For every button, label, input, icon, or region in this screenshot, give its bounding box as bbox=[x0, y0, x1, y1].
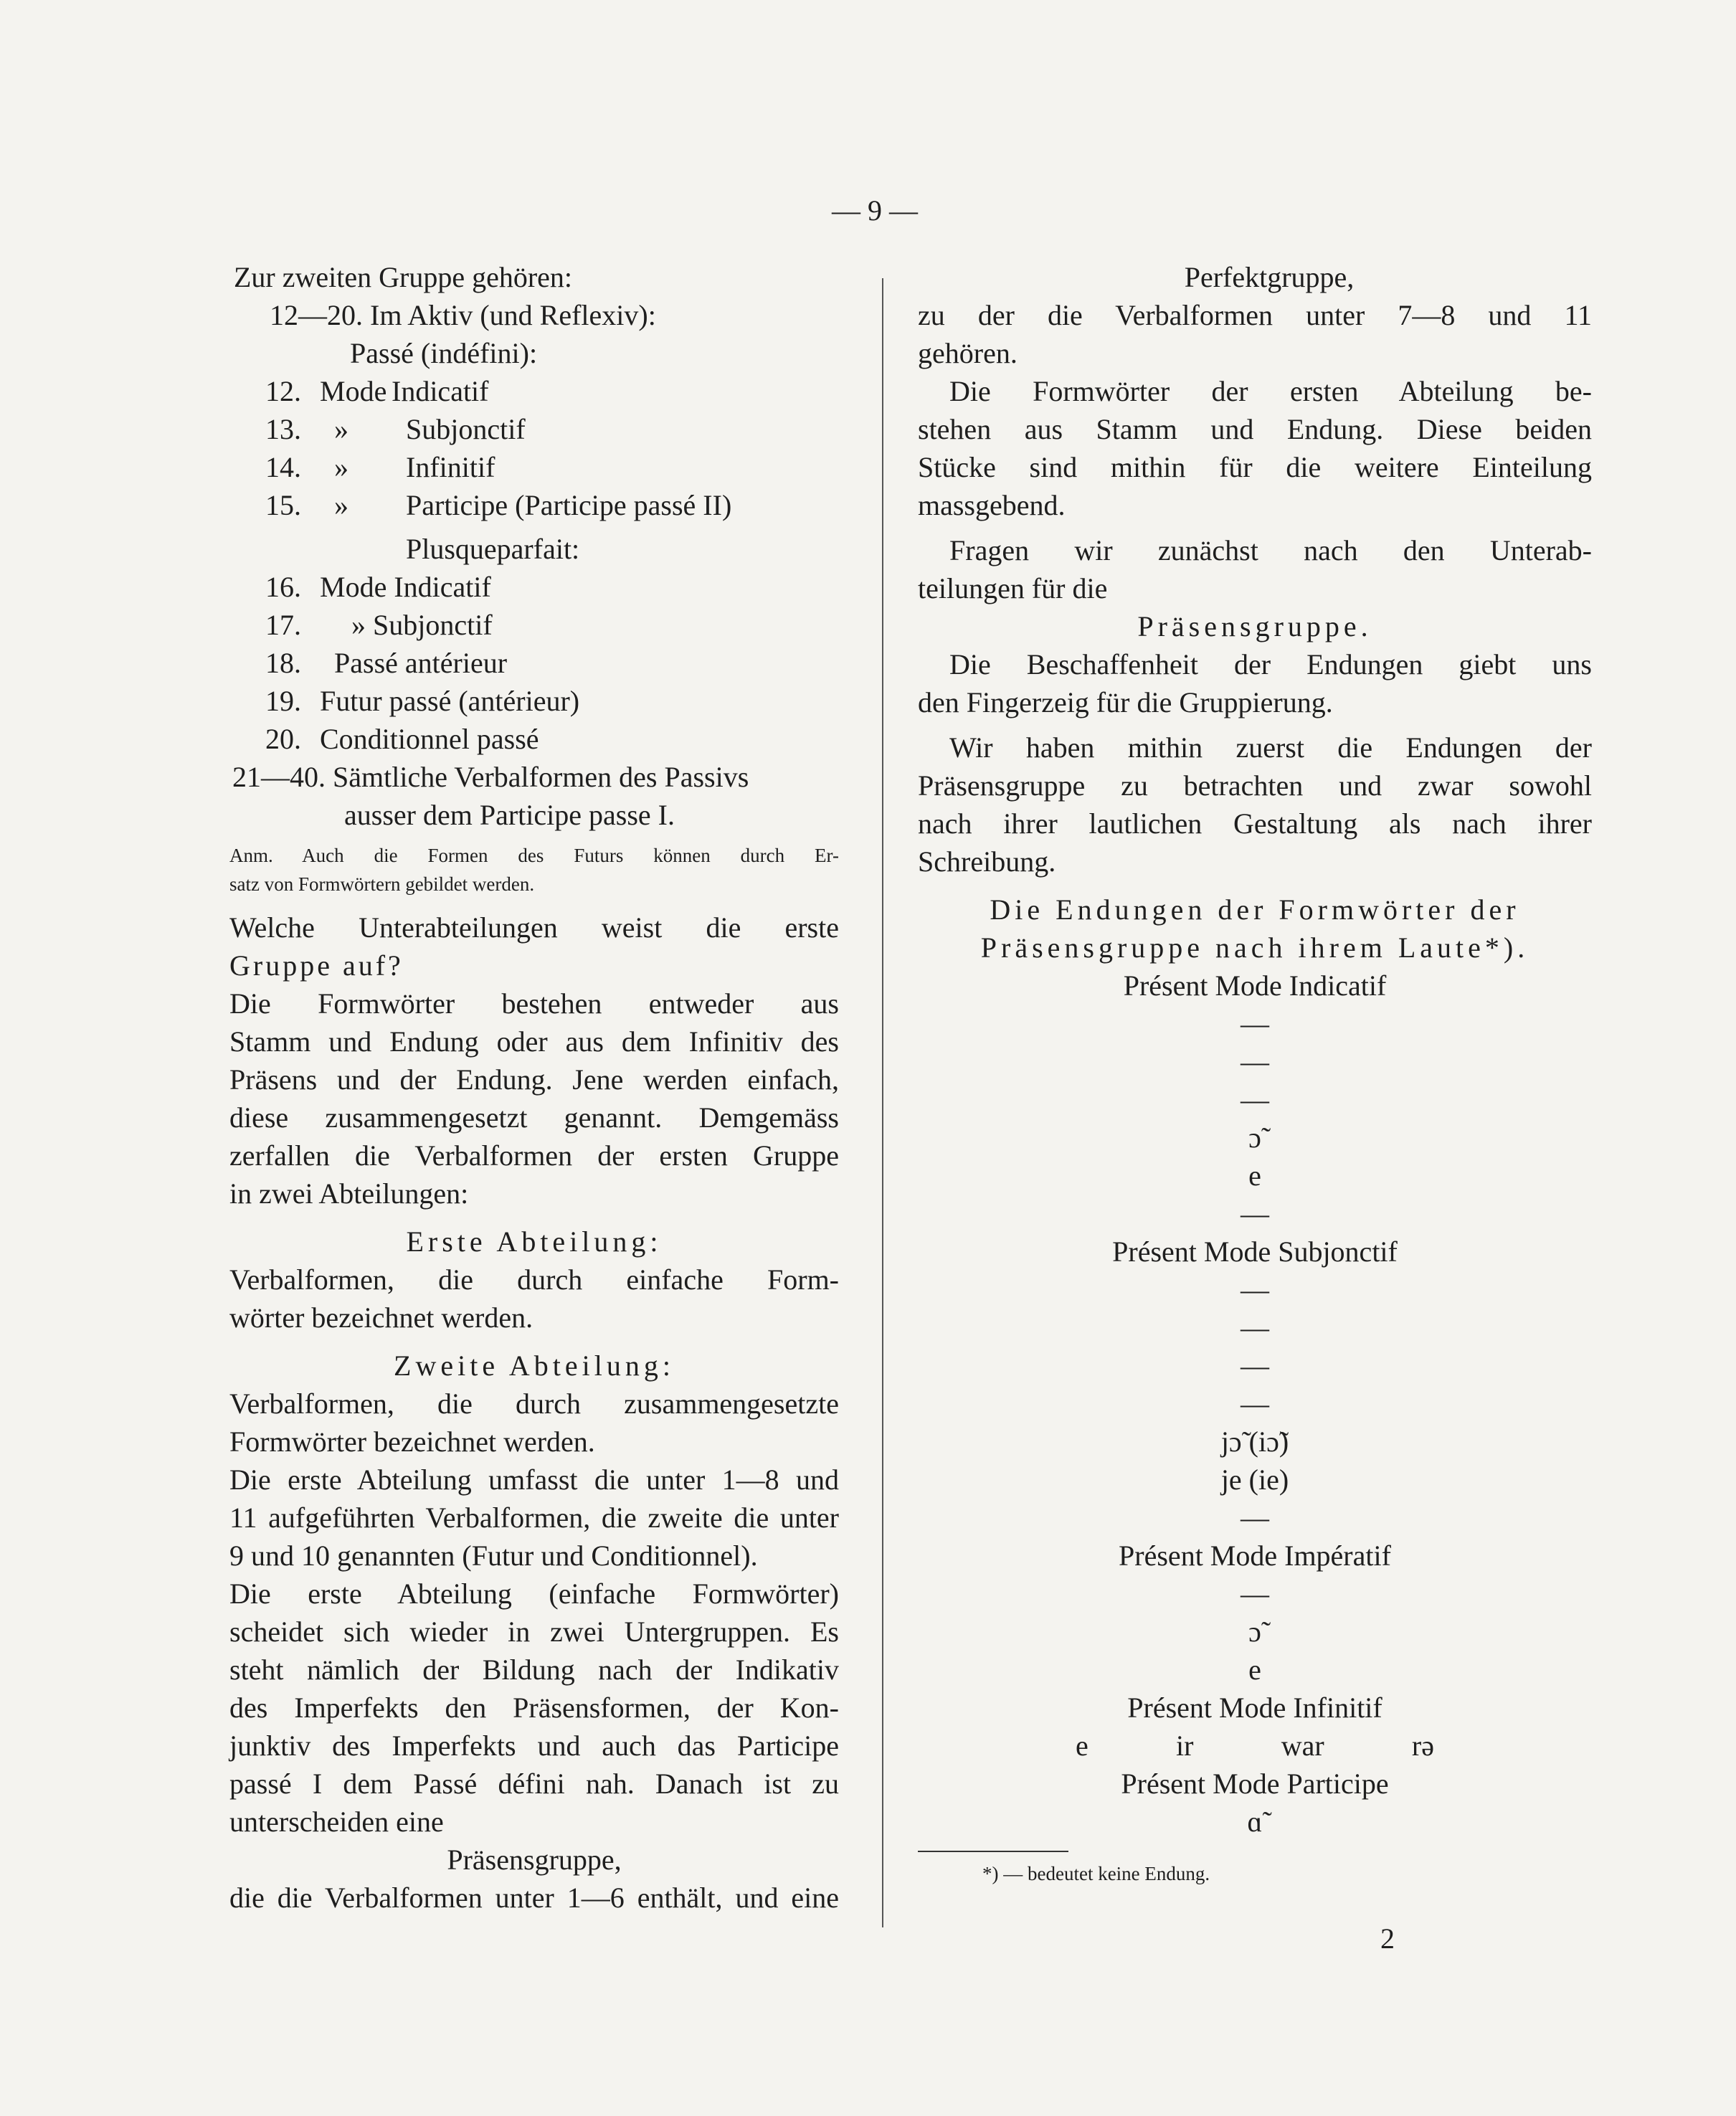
column-divider bbox=[882, 278, 883, 1927]
paragraph-r5: Wir haben mithin zuerst die Endungen der Präsensgruppe zu betrachten und zwar sowohl nach ihrer lautlichen Gestaltung als nach ihrer Schreibung. bbox=[918, 731, 1592, 878]
subjonctif-title: Présent Mode Subjonctif bbox=[1112, 1235, 1398, 1268]
list-item: 17. » Subjonctif bbox=[265, 609, 493, 641]
list-item: 19. Futur passé (antérieur) bbox=[265, 685, 580, 717]
list-item: 18. Passé antérieur bbox=[265, 647, 508, 679]
list-item: 12. Mode Indicatif bbox=[265, 375, 489, 407]
intro-line: Zur zweiten Gruppe gehören: bbox=[234, 261, 573, 293]
anm-line-2: satz von Formwörtern gebildet werden. bbox=[229, 873, 535, 895]
range-passive-cont: ausser dem Participe passe I. bbox=[344, 799, 675, 831]
imperatif-forms: — ɔ̃ e bbox=[1241, 1577, 1269, 1686]
paragraph-r1: zu der die Verbalformen unter 7—8 und 11 gehören. bbox=[918, 299, 1592, 369]
heading-zweite-abteilung: Zweite Abteilung: bbox=[394, 1349, 675, 1382]
list-passe bbox=[229, 372, 839, 524]
infinitif-forms: e ir war rə bbox=[1076, 1730, 1434, 1762]
heading-erste-abteilung: Erste Abteilung: bbox=[406, 1225, 663, 1258]
list-item: 16. Mode Indicatif bbox=[265, 571, 491, 603]
heading-endungen-1: Die Endungen der Formwörter der bbox=[990, 893, 1520, 926]
indicatif-forms: — — — ɔ̃ e — bbox=[1241, 1007, 1269, 1230]
participe-title: Présent Mode Participe bbox=[1121, 1768, 1389, 1800]
paragraph-2: Verbalformen, die durch einfache Form- wörter bezeichnet werden. bbox=[229, 1263, 839, 1334]
subjonctif-forms: — — — — jɔ̃ (iɔ̃) je (ie) — bbox=[1220, 1273, 1289, 1534]
paragraph-4: Die erste Abteilung umfasst die unter 1—8 und 11 aufgeführten Verbalformen, die zweite die unter 9 und 10 genannten (Futur und Conditionnel). bbox=[229, 1463, 839, 1572]
right-column bbox=[918, 258, 1592, 1888]
anm-line-1: Anm. Auch die Formen des Futurs können durch Er- bbox=[229, 845, 839, 866]
signature-mark: 2 bbox=[1380, 1922, 1395, 1955]
question-line-1: Welche Unterabteilungen weist die erste bbox=[229, 911, 839, 944]
participe-forms: ɑ̃ bbox=[1247, 1806, 1263, 1838]
list-item: 15. » Participe (Participe passé II) bbox=[265, 489, 732, 521]
range-passive: 21—40. Sämtliche Verbalformen des Passivs bbox=[232, 761, 749, 793]
list-item: 13. » Subjonctif bbox=[265, 413, 526, 445]
footnote: *) — bedeutet keine Endung. bbox=[982, 1863, 1210, 1884]
paragraph-r4: Die Beschaffenheit der Endungen giebt uns den Fingerzeig für die Gruppierung. bbox=[918, 648, 1592, 718]
passe-label: Passé (indéfini): bbox=[350, 337, 538, 369]
plusque-label: Plusqueparfait: bbox=[406, 533, 580, 565]
question-line-2: Gruppe auf? bbox=[229, 949, 404, 982]
paragraph-1: Die Formwörter bestehen entweder aus Stamm und Endung oder aus dem Infinitiv des Präsens und der Endung. Jene werden einfach, diese zusammengesetzt genannt. Demgemäss zerfallen die Verbalformen der ersten Gruppe in zwei Abteilungen: bbox=[229, 987, 839, 1210]
indicatif-title: Présent Mode Indicatif bbox=[1123, 969, 1387, 1002]
page-number: — 9 — bbox=[832, 194, 918, 227]
paragraph-5: Die erste Abteilung (einfache Formwörter) scheidet sich wieder in zwei Untergruppen. Es steht nämlich der Bildung nach der Indikativ des Imperfekts den Präsensformen, der Kon- junktiv des Imperfekts und auch das Participe passé I dem Passé défini nah. Danach ist zu unterscheiden eine bbox=[229, 1577, 839, 1838]
heading-praesensgruppe: Präsensgruppe, bbox=[447, 1844, 622, 1876]
range-active: 12—20. Im Aktiv (und Reflexiv): bbox=[270, 299, 656, 331]
infinitif-title: Présent Mode Infinitif bbox=[1127, 1692, 1382, 1724]
paragraph-r2: Die Formwörter der ersten Abteilung be- stehen aus Stamm und Endung. Diese beiden Stücke sind mithin für die weitere Einteilung massgebend. bbox=[918, 375, 1592, 521]
list-plusque bbox=[229, 568, 839, 758]
heading-perfektgruppe: Perfektgruppe, bbox=[1184, 261, 1355, 293]
paragraph-r3: Fragen wir zunächst nach den Unterab- teilungen für die bbox=[918, 534, 1592, 604]
imperatif-title: Présent Mode Impératif bbox=[1119, 1539, 1391, 1572]
list-item: 20. Conditionnel passé bbox=[265, 723, 539, 755]
paragraph-last-line: die die Verbalformen unter 1—6 enthält, und eine bbox=[229, 1882, 839, 1914]
paragraph-3: Verbalformen, die durch zusammengesetzte Formwörter bezeichnet werden. bbox=[229, 1387, 839, 1458]
heading-praesensgruppe-right: Präsensgruppe. bbox=[1137, 610, 1372, 642]
footnote-rule bbox=[918, 1851, 1068, 1852]
left-column bbox=[229, 258, 839, 1917]
heading-endungen-2: Präsensgruppe nach ihrem Laute*). bbox=[980, 931, 1529, 964]
list-item: 14. » Infinitif bbox=[265, 451, 495, 483]
